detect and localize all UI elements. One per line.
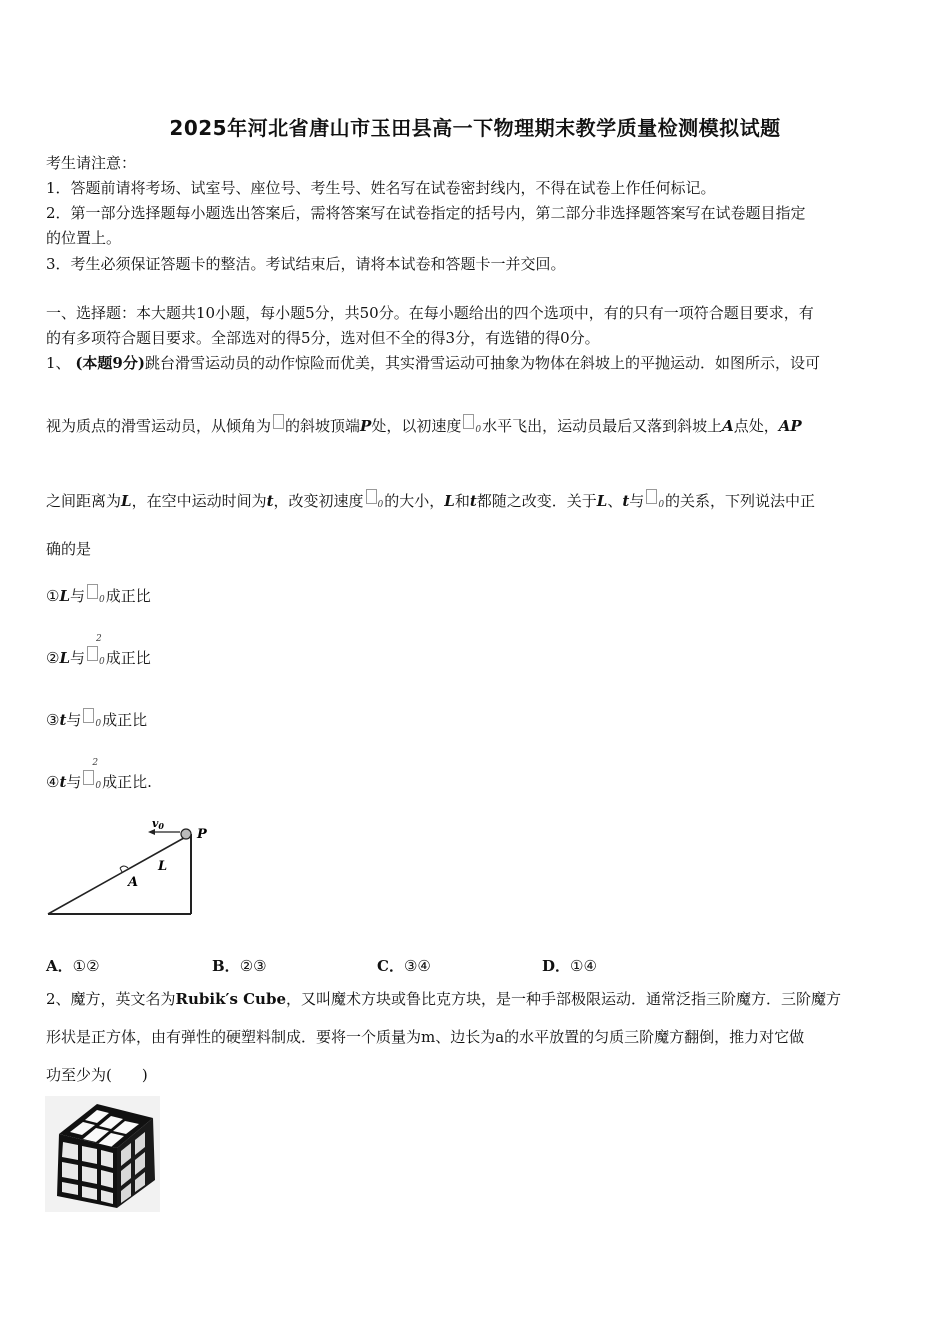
superscript-2: 2: [96, 634, 102, 644]
statement-1: [46, 584, 151, 606]
notice-item-2-cont: 的位置上。: [46, 229, 122, 247]
var-t: t: [59, 773, 67, 791]
var-P: P: [360, 417, 372, 435]
page-title: 2025年河北省唐山市玉田县高一下物理期末教学质量检测模拟试题: [169, 116, 781, 140]
statement-4: [46, 758, 152, 792]
q2-text: 2、魔方，英文名为: [46, 990, 176, 1008]
q1-text: 点处，: [733, 417, 779, 435]
rubiks-cube-image: [45, 1096, 160, 1212]
q1-text: 视为质点的滑雪运动员，从倾角为: [46, 417, 272, 435]
skier-ball: [181, 829, 191, 839]
var-L: L: [59, 587, 70, 605]
subscript-0: 0: [99, 595, 105, 605]
q1-text: ，在空中运动时间为: [131, 492, 267, 510]
v-symbol: [646, 489, 657, 504]
q1-text: 与: [629, 492, 645, 510]
v-symbol: [87, 584, 98, 599]
var-L: L: [596, 492, 608, 510]
q1-line2: [46, 414, 802, 436]
option-value: ①④: [570, 957, 597, 975]
option-label: A．: [46, 957, 73, 975]
q1-text: 与: [70, 587, 86, 605]
statement-2: [46, 634, 151, 668]
label-A: A: [128, 875, 139, 890]
q1-text: 与: [66, 711, 82, 729]
label-P: P: [197, 827, 207, 842]
option-b[interactable]: [212, 955, 267, 976]
q1-line3: [46, 489, 815, 511]
q1-line1: [46, 352, 820, 373]
slope-incline: [48, 834, 191, 914]
var-A: A: [722, 417, 734, 435]
v-symbol: [83, 708, 94, 723]
q1-text: 和: [454, 492, 470, 510]
notice-item-1: 1．答题前请将考场、试室号、座位号、考生号、姓名写在试卷密封线内，不得在试卷上作任何标记。: [46, 179, 716, 197]
q2-text: ，又叫魔术方块或鲁比克方块，是一种手部极限运动．通常泛指三阶魔方．三阶魔方: [286, 990, 842, 1008]
section-intro-line1: 一、选择题：本大题共10小题，每小题5分，共50分。在每小题给出的四个选项中，有的只有一项符合题目要求，有: [46, 304, 814, 322]
v-symbol: [83, 770, 94, 785]
option-label: B．: [212, 957, 240, 975]
q2-line3: 功至少为( ): [46, 1066, 148, 1084]
q1-text: 处，以初速度: [371, 417, 462, 435]
var-t: t: [622, 492, 630, 510]
circled-number: ③: [46, 711, 60, 729]
var-t: t: [469, 492, 477, 510]
subscript-0: 0: [95, 781, 102, 791]
notice-item-3: 3．考生必须保证答题卡的整洁。考试结束后，请将本试卷和答题卡一并交回。: [46, 255, 566, 273]
notice-item-2: 2．第一部分选择题每小题选出答案后，需将答案写在试卷指定的括号内，第二部分非选择题答案写在试卷题目指定: [46, 204, 806, 222]
theta-symbol: [273, 414, 284, 429]
q1-line4: 确的是: [46, 540, 92, 558]
q2-line2: 形状是正方体，由有弹性的硬塑料制成．要将一个质量为m、边长为a的水平放置的匀质三阶魔方翻倒，推力对它做: [46, 1028, 805, 1046]
option-c[interactable]: [377, 955, 431, 976]
option-label: D．: [542, 957, 571, 975]
statement-3: [46, 708, 147, 730]
subscript-0: 0: [99, 657, 105, 667]
option-value: ①②: [72, 957, 100, 975]
label-L: L: [158, 859, 168, 874]
q2-english-name: Rubik′s Cube: [175, 990, 286, 1008]
q1-text: 与: [66, 773, 82, 791]
circled-number: ②: [46, 649, 60, 667]
var-t: t: [266, 492, 274, 510]
var-AP: AP: [778, 417, 802, 435]
q1-text: 的大小，: [384, 492, 445, 510]
section-intro-line2: 的有多项符合题目要求。全部选对的得5分，选对但不全的得3分，有选错的得0分。: [46, 329, 600, 347]
subscript-0: 0: [377, 500, 384, 510]
var-t: t: [59, 711, 67, 729]
var-L: L: [59, 649, 70, 667]
option-label: C．: [377, 957, 404, 975]
v-symbol: [87, 646, 98, 661]
q1-text: 水平飞出，运动员最后又落到斜坡上: [482, 417, 723, 435]
q1-text: 、: [607, 492, 623, 510]
option-value: ③④: [403, 957, 431, 975]
q1-text: 成正比: [105, 587, 151, 605]
subscript-0: 0: [658, 500, 665, 510]
q1-text: 之间距离为: [46, 492, 122, 510]
v-symbol: [366, 489, 377, 504]
q1-text: 都随之改变．关于: [476, 492, 597, 510]
q2-line1: [46, 988, 841, 1009]
v-symbol: [463, 414, 474, 429]
notice-header: 考生请注意：: [46, 154, 137, 172]
label-v0: v0: [152, 817, 164, 831]
q1-stem-1: 跳台滑雪运动员的动作惊险而优美，其实滑雪运动可抽象为物体在斜坡上的平抛运动．如图所示，设可: [144, 354, 820, 372]
option-value: ②③: [239, 957, 267, 975]
var-L: L: [444, 492, 455, 510]
option-a[interactable]: [46, 955, 100, 976]
q1-text: 与: [70, 649, 86, 667]
q1-text: 成正比.: [102, 773, 152, 791]
superscript-2: 2: [92, 758, 99, 768]
q1-number: 1、: [46, 354, 71, 372]
q1-text: 成正比: [102, 711, 148, 729]
q1-text: 的关系，下列说法中正: [665, 492, 816, 510]
var-L: L: [121, 492, 132, 510]
slope-figure: [44, 812, 224, 922]
circled-number: ①: [46, 587, 60, 605]
circled-number: ④: [46, 773, 60, 791]
q1-text: 成正比: [105, 649, 151, 667]
option-d[interactable]: [542, 955, 597, 976]
q1-text: ，改变初速度: [273, 492, 364, 510]
subscript-0: 0: [475, 425, 482, 435]
q1-score-tag: (本题9分): [75, 354, 145, 372]
subscript-0: 0: [95, 719, 102, 729]
q1-text: 的斜坡顶端: [285, 417, 361, 435]
